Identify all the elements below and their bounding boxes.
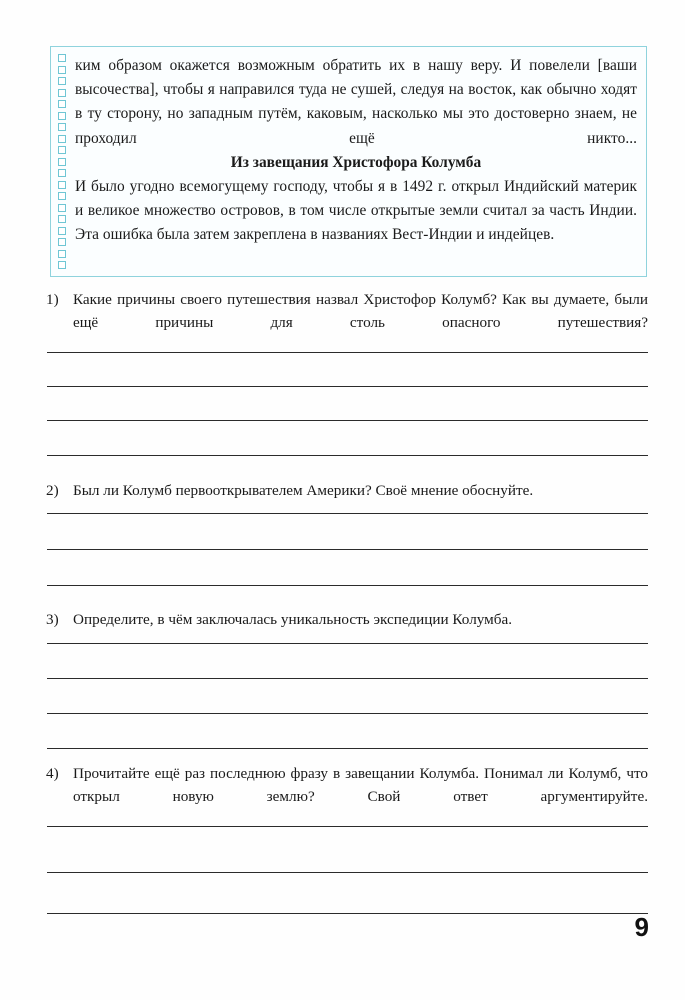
decorative-square-icon — [58, 192, 66, 200]
answer-line-1-1[interactable] — [47, 352, 648, 353]
answer-line-1-2[interactable] — [47, 386, 648, 387]
question-2-number: 2) — [46, 482, 59, 499]
decorative-square-icon — [58, 112, 66, 120]
question-3-number: 3) — [46, 611, 59, 628]
answer-line-3-1[interactable] — [47, 643, 648, 644]
answer-line-4-1[interactable] — [47, 826, 648, 827]
decorative-square-icon — [58, 227, 66, 235]
decorative-square-icon — [58, 181, 66, 189]
answer-line-4-2[interactable] — [47, 872, 648, 873]
quote-paragraph-2: И было угодно всемогущему господу, чтобы я в 1492 г. открыл Индийский материк и великое множество островов, в том числе открытые земли считал за часть Индии. Эта ошибка была затем закреплена в названиях Вест-Индии и индейцев. — [75, 178, 637, 244]
answer-line-3-3[interactable] — [47, 713, 648, 714]
decorative-square-icon — [58, 77, 66, 85]
decorative-square-icon — [58, 250, 66, 258]
answer-line-1-3[interactable] — [47, 420, 648, 421]
decorative-square-icon — [58, 204, 66, 212]
decorative-square-icon — [58, 66, 66, 74]
quote-paragraph-1: ким образом окажется возможным обратить их в нашу веру. И повелели [ваши высочества], чтобы я направился туда не сушей, следуя на восток, как обычно ходят в ту сторону, но западным путём, каковым, насколько мы это достоверно знаем, не проходил ещё никто... — [75, 57, 637, 147]
quote-source-heading: Из завещания Христофора Колумба — [230, 153, 482, 171]
question-2 — [46, 479, 648, 502]
question-1-number: 1) — [46, 291, 59, 308]
decorative-square-icon — [58, 146, 66, 154]
question-3-text: Определите, в чём заключалась уникальность экспедиции Колумба. — [73, 611, 513, 628]
source-quote-box — [50, 46, 647, 277]
decorative-square-strip — [55, 51, 69, 272]
decorative-square-icon — [58, 238, 66, 246]
answer-line-2-1[interactable] — [47, 513, 648, 514]
answer-line-3-4[interactable] — [47, 748, 648, 749]
decorative-square-icon — [58, 135, 66, 143]
decorative-square-icon — [58, 100, 66, 108]
decorative-square-icon — [58, 123, 66, 131]
decorative-square-icon — [58, 89, 66, 97]
question-4 — [46, 762, 648, 808]
question-2-text: Был ли Колумб первооткрывателем Америки? Своё мнение обоснуйте. — [73, 482, 534, 499]
decorative-square-icon — [58, 215, 66, 223]
page-number: 9 — [634, 912, 649, 942]
answer-line-2-3[interactable] — [47, 585, 648, 586]
answer-line-2-2[interactable] — [47, 549, 648, 550]
decorative-square-icon — [58, 169, 66, 177]
decorative-square-icon — [58, 54, 66, 62]
answer-line-1-4[interactable] — [47, 455, 648, 456]
question-1 — [46, 288, 648, 334]
answer-line-4-3[interactable] — [47, 913, 648, 914]
question-4-number: 4) — [46, 765, 59, 782]
decorative-square-icon — [58, 261, 66, 269]
answer-line-3-2[interactable] — [47, 678, 648, 679]
question-4-text: Прочитайте ещё раз последнюю фразу в завещании Колумба. Понимал ли Колумб, что открыл новую землю? Свой ответ аргументируйте. — [73, 765, 648, 805]
quote-body — [75, 54, 637, 271]
question-1-text: Какие причины своего путешествия назвал Христофор Колумб? Как вы думаете, были ещё причины для столь опасного путешествия? — [73, 291, 648, 331]
question-3 — [46, 608, 648, 631]
decorative-square-icon — [58, 158, 66, 166]
